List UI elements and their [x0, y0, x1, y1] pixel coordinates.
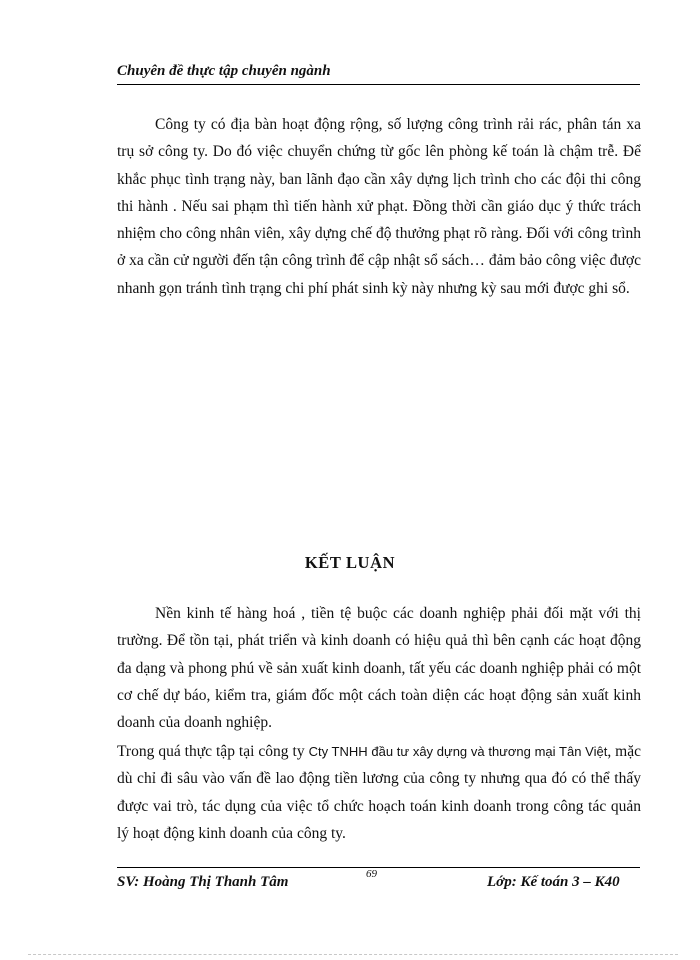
- header-divider: [117, 84, 640, 85]
- body-paragraph-2: Nền kinh tế hàng hoá , tiền tệ buộc các doanh nghiệp phải đối mặt với thị trường. Để tồn tại, phát triển và kinh doanh có hiệu quả thì bên cạnh các hoạt động đa dạng và phong phú về sản xuất kinh doanh, tất yếu các doanh nghiệp phải có một cơ chế dự báo, kiểm tra, giám đốc một cách toàn diện các hoạt động sản xuất kinh doanh của doanh nghiệp.: [117, 605, 641, 732]
- section-heading-conclusion: KẾT LUẬN: [304, 553, 396, 572]
- footer-divider: [117, 867, 640, 868]
- footer-student-name: SV: Hoàng Thị Thanh Tâm: [117, 874, 289, 890]
- footer-page-number: 69: [366, 868, 377, 880]
- paragraph-3-end: , mặc dù chỉ đi sâu vào vấn đề lao động tiền lương của công ty nhưng qua đó có thể thấy được vai trò, tác dụng của việc tổ chức hoạch toán kinh doanh trong công tác quản lý hoạt động kinh doanh của công ty.: [117, 743, 641, 842]
- body-paragraph-1: Công ty có địa bàn hoạt động rộng, số lượng công trình rải rác, phân tán xa trụ sở công ty. Do đó việc chuyển chứng từ gốc lên phòng kế toán là chậm trễ. Để khắc phục tình trạng này, ban lãnh đạo cần xây dựng lịch trình cho các đội thi công thi hành . Nếu sai phạm thì tiến hành xử phạt. Đồng thời cần giáo dục ý thức trách nhiệm cho công nhân viên, xây dựng chế độ thưởng phạt rõ ràng. Đối với công trình ở xa cần cử người đến tận công trình để cập nhật sổ sách… đảm bảo công việc được nhanh gọn tránh tình trạng chi phí phát sinh kỳ này nhưng kỳ sau mới được ghi sổ.: [117, 116, 641, 297]
- footer-class: Lớp: Kế toán 3 – K40: [487, 874, 620, 890]
- document-header-title: Chuyên đề thực tập chuyên ngành: [117, 63, 331, 79]
- page-bottom-dashed-line: [28, 954, 678, 955]
- body-paragraph-3: [117, 738, 641, 847]
- paragraph-3-start: Trong quá thực tập tại công ty: [117, 743, 309, 760]
- company-name: Cty TNHH đầu tư xây dựng và thương mại Tân Việt: [308, 744, 608, 759]
